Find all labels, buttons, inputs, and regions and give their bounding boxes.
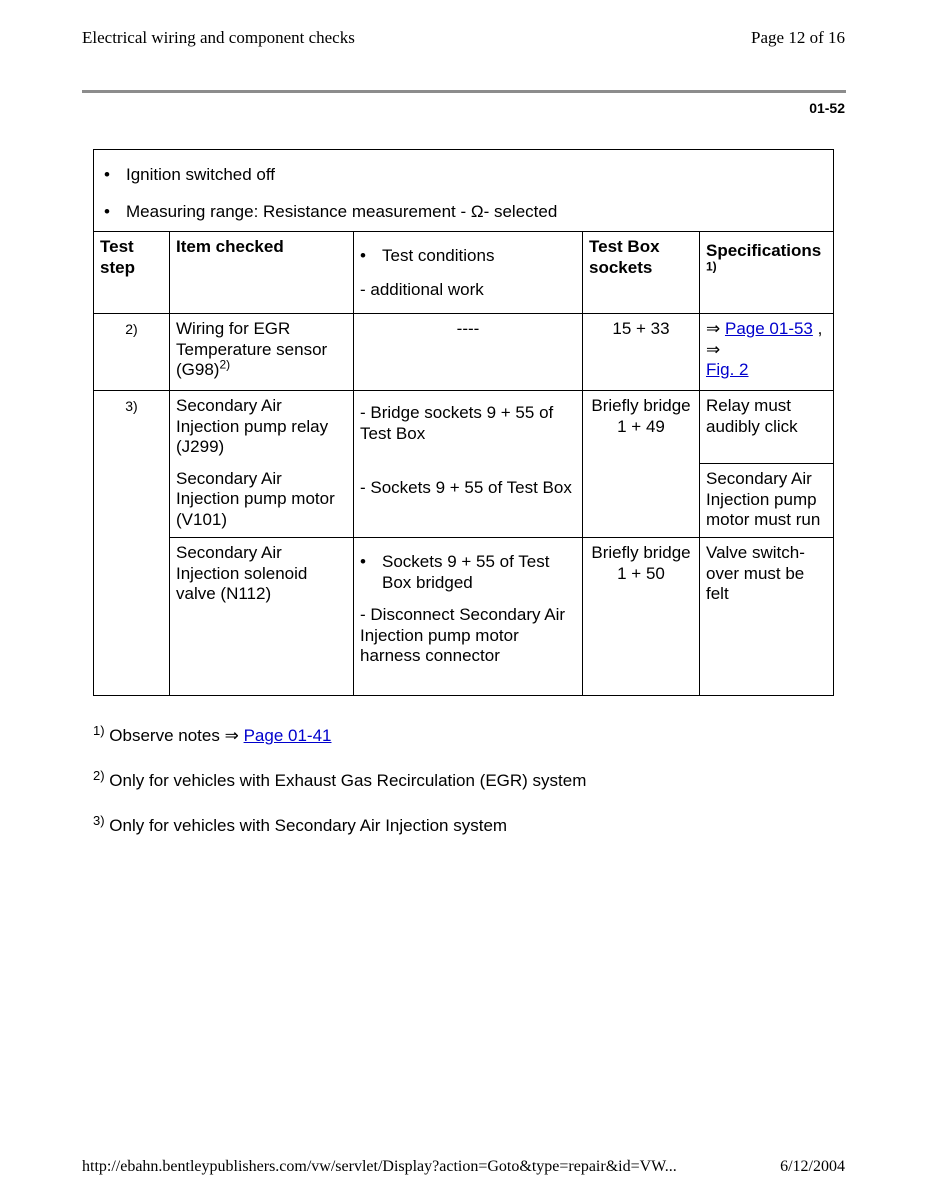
- table-row: [94, 538, 834, 696]
- bullet-icon: •: [104, 201, 110, 221]
- bullet-icon: •: [360, 552, 366, 571]
- footnote-3: $^{3)}$ Only for vehicles with Secondary Air Injection system: [93, 813, 508, 835]
- spec-cell: ⇒ Page 01-53 , ⇒ Fig. 2: [700, 314, 834, 391]
- bullet-icon: •: [360, 246, 366, 265]
- list-item: • Sockets 9 + 55 of Test Box bridged: [360, 552, 550, 592]
- conditions-cell: [354, 538, 583, 696]
- col-header-spec: Specifications $^{1)}$: [700, 232, 834, 314]
- table-row: [94, 464, 834, 538]
- item-cell: Secondary Air Injection pump relay (J299): [170, 391, 354, 464]
- list-item: • Measuring range: Resistance measurement - Ω- selected: [104, 201, 558, 221]
- arrow-icon: ⇒: [706, 339, 721, 359]
- footer-url: http://ebahn.bentleypublishers.com/vw/servlet/Display?action=Goto&type=repair&id=VW...: [82, 1158, 677, 1175]
- item-cell: Secondary Air Injection solenoid valve (N112): [170, 538, 354, 696]
- conditions-extra: - Disconnect Secondary Air Injection pump motor harness connector: [360, 605, 566, 665]
- bullet-icon: •: [104, 165, 110, 184]
- arrow-icon: ⇒: [224, 726, 239, 745]
- test-table: [93, 149, 834, 696]
- sockets-cell: Briefly bridge 1 + 50: [583, 538, 700, 696]
- list-item: • Ignition switched off: [104, 165, 275, 184]
- table-row: [94, 391, 834, 464]
- page-01-41-link[interactable]: Page 01-41: [243, 726, 332, 745]
- sockets-cell: Briefly bridge 1 + 49: [583, 391, 700, 538]
- section-code: 01-52: [809, 100, 845, 116]
- prep-row: [94, 150, 834, 232]
- page-01-53-link[interactable]: Page 01-53: [724, 319, 813, 338]
- step-cell: 2): [94, 314, 170, 391]
- conditions-extra: - additional work: [360, 279, 484, 299]
- prep-conditions: [94, 150, 834, 232]
- col-header-conditions: [354, 232, 583, 314]
- col-header-step: Test step: [94, 232, 170, 314]
- conditions-cell: - Sockets 9 + 55 of Test Box: [354, 464, 583, 538]
- list-item: • Test conditions: [360, 246, 495, 265]
- header-row: [94, 232, 834, 314]
- step-cell: 3): [94, 391, 170, 696]
- spec-cell: Valve switch-over must be felt: [700, 538, 834, 696]
- col-header-sockets: Test Box sockets: [583, 232, 700, 314]
- spec-cell: Relay must audibly click: [700, 391, 834, 464]
- conditions-cell: ----: [354, 314, 583, 391]
- sockets-cell: 15 + 33: [583, 314, 700, 391]
- col-header-item: Item checked: [170, 232, 354, 314]
- footnote-1: $^{1)}$ Observe notes ⇒ Page 01-41: [93, 723, 332, 745]
- table-row: [94, 314, 834, 391]
- spec-cell: Secondary Air Injection pump motor must run: [700, 464, 834, 538]
- conditions-cell: - Bridge sockets 9 + 55 of Test Box: [354, 391, 583, 464]
- footnote-2: $^{2)}$ Only for vehicles with Exhaust Gas Recirculation (EGR) system: [93, 768, 587, 790]
- item-cell: Secondary Air Injection pump motor (V101): [170, 464, 354, 538]
- item-cell: Wiring for EGR Temperature sensor $(G98)^{2)}$: [170, 314, 354, 391]
- header-title: Electrical wiring and component checks: [82, 28, 355, 47]
- arrow-icon: ⇒: [706, 319, 721, 338]
- fig-2-link[interactable]: Fig. 2: [706, 360, 749, 379]
- test-table-container: [93, 149, 834, 696]
- header-divider: [82, 90, 846, 93]
- footer-date: 6/12/2004: [780, 1158, 845, 1175]
- page-number: Page 12 of 16: [751, 28, 845, 47]
